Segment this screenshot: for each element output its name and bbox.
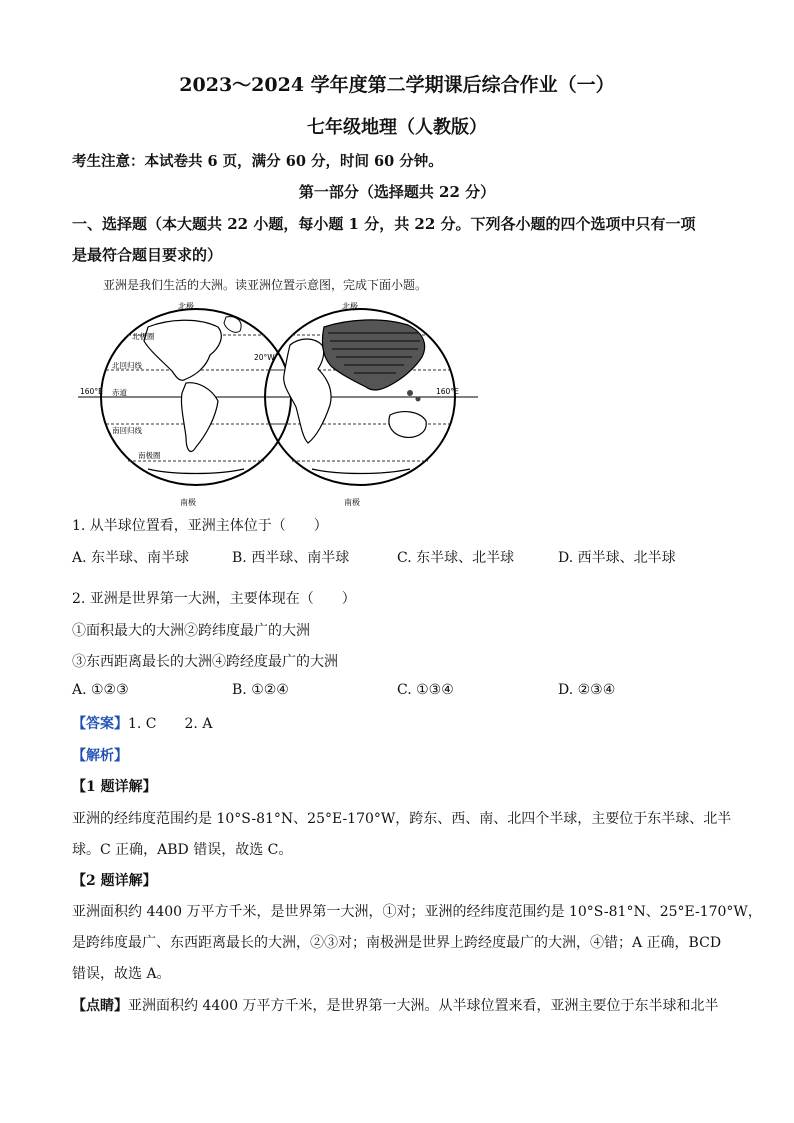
tropic-cancer-label: 北回归线 <box>112 361 142 370</box>
north-pole-label-east: 北极 <box>342 302 358 311</box>
south-pole-label-west: 南极 <box>180 498 196 507</box>
tip-row <box>72 995 719 1015</box>
section-heading-line1: 一、选择题（本大题共 22 小题，每小题 1 分，共 22 分。下列各小题的四个选项中只有一项 <box>72 215 696 233</box>
detail-2-label: 【2 题详解】 <box>72 873 157 889</box>
detail-2-line2: 是跨纬度最广、东西距离最长的大洲，②③对；南极洲是世界上跨经度最广的大洲，④错；A 正确，BCD <box>72 935 722 951</box>
north-america-shape <box>144 320 221 380</box>
tip-label: 【点睛】 <box>72 998 128 1014</box>
analysis-label: 【解析】 <box>72 748 128 764</box>
answer-label: 【答案】 <box>72 716 128 732</box>
q2-option-b[interactable]: B. ①②④ <box>232 682 289 698</box>
page-subtitle: 七年级地理（人教版） <box>307 117 487 138</box>
page-title: 2023～2024 学年度第二学期课后综合作业（一） <box>179 74 615 96</box>
question-2: 2. 亚洲是世界第一大洲，主要体现在（ ） <box>72 591 356 607</box>
antarctica-east-shape <box>312 469 410 474</box>
q2-statement-1: ①面积最大的大洲②跨纬度最广的大洲 <box>72 623 310 639</box>
detail-2-line1: 亚洲面积约 4400 万平方千米，是世界第一大洲，①对；亚洲的经纬度范围约是 10°S-81°N、25°E-170°W， <box>72 904 762 920</box>
detail-1-line2: 球。C 正确，ABD 错误，故选 C。 <box>72 842 293 858</box>
longitude-160e-right-label: 160°E <box>436 387 459 396</box>
antarctic-circle-label: 南极圈 <box>138 451 161 460</box>
q2-option-d[interactable]: D. ②③④ <box>558 682 616 698</box>
q1-option-c[interactable]: C. 东半球、北半球 <box>397 550 515 566</box>
tropic-capricorn-label: 南回归线 <box>112 426 142 435</box>
arctic-circle-label: 北极圈 <box>132 332 155 341</box>
section-heading-line2: 是最符合题目要求的） <box>72 246 223 264</box>
part-title: 第一部分（选择题共 22 分） <box>298 183 496 201</box>
south-pole-label-east: 南极 <box>344 498 360 507</box>
equator-label: 赤道 <box>112 388 127 397</box>
longitude-160e-left-label: 160°E <box>80 387 103 396</box>
longitude-20w-label: 20°W <box>254 353 275 362</box>
antarctica-west-shape <box>148 469 244 474</box>
detail-1-label: 【1 题详解】 <box>72 779 157 795</box>
q1-option-d[interactable]: D. 西半球、北半球 <box>558 550 676 566</box>
q2-option-c[interactable]: C. ①③④ <box>397 682 454 698</box>
q2-statement-2: ③东西距离最长的大洲④跨经度最广的大洲 <box>72 654 338 670</box>
question-stem: 亚洲是我们生活的大洲。读亚洲位置示意图，完成下面小题。 <box>103 278 428 292</box>
island-mark <box>407 390 413 396</box>
detail-1-line1: 亚洲的经纬度范围约是 10°S-81°N、25°E-170°W，跨东、西、南、北四个半球，主要位于东半球、北半 <box>72 811 732 827</box>
exam-notice: 考生注意：本试卷共 6 页，满分 60 分，时间 60 分钟。 <box>72 153 443 170</box>
answer-row <box>72 713 212 733</box>
north-pole-label-west: 北极 <box>178 302 194 311</box>
q2-option-a[interactable]: A. ①②③ <box>72 682 129 698</box>
asia-shape <box>322 320 424 390</box>
detail-2-line3: 错误，故选 A。 <box>72 966 171 982</box>
australia-shape <box>389 412 426 438</box>
tip-text: 亚洲面积约 4400 万平方千米，是世界第一大洲。从半球位置来看，亚洲主要位于东半球和北半 <box>128 998 719 1014</box>
south-america-shape <box>181 383 218 452</box>
q1-option-b[interactable]: B. 西半球、南半球 <box>232 550 350 566</box>
answer-value: 1. C 2. A <box>128 716 213 732</box>
question-1: 1. 从半球位置看，亚洲主体位于（ ） <box>72 518 328 534</box>
island-mark <box>416 397 421 402</box>
hemisphere-map <box>78 297 478 509</box>
q1-option-a[interactable]: A. 东半球、南半球 <box>72 550 190 566</box>
